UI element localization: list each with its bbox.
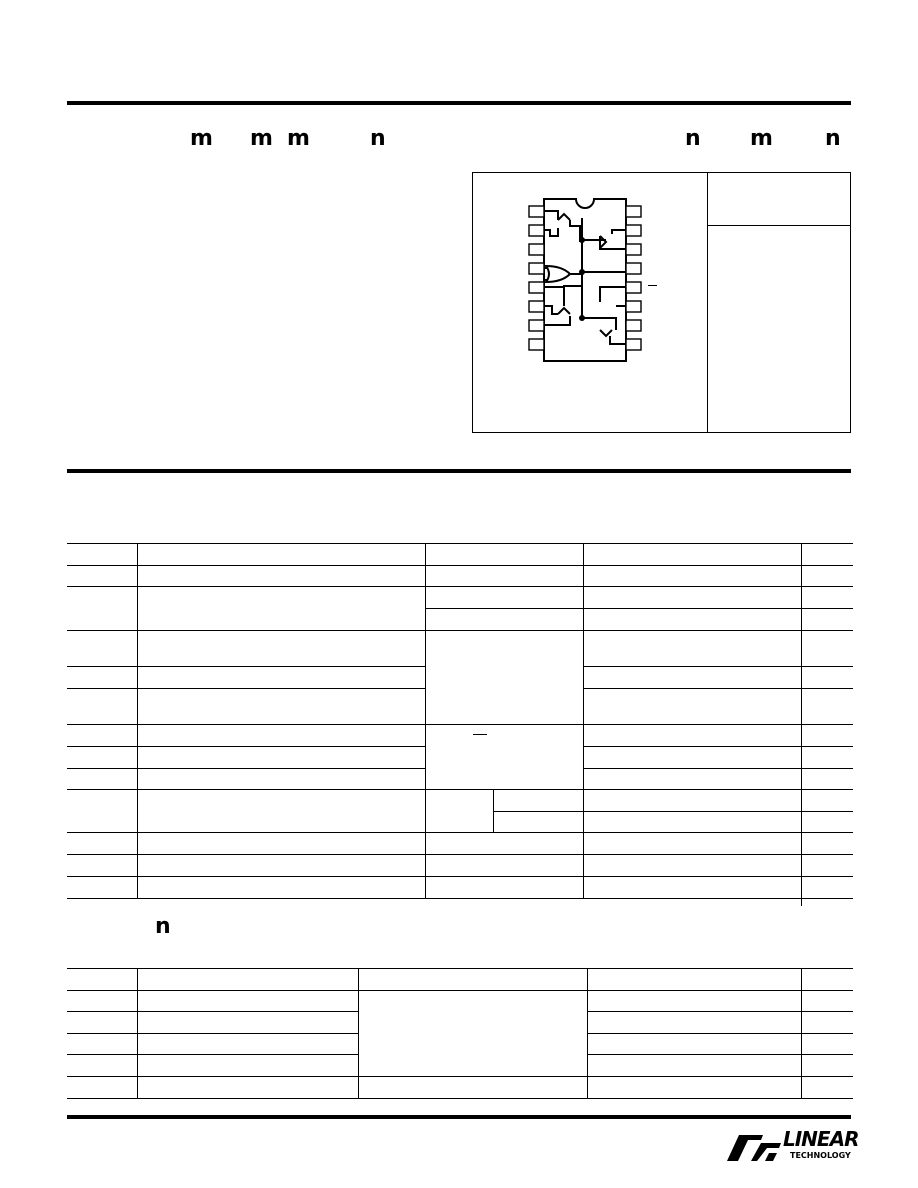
logo-wordmark: LINEAR — [783, 1127, 859, 1151]
header-glyph-4: n — [370, 126, 386, 151]
header-glyph-6: m — [750, 126, 773, 151]
header-glyph-1: m — [190, 126, 213, 151]
switching-characteristics-table — [0, 960, 918, 1110]
header-glyph-5: n — [685, 126, 701, 151]
header-glyph-3: m — [287, 126, 310, 151]
bottom-rule — [67, 1115, 851, 1119]
logo-subtitle: TECHNOLOGY — [790, 1151, 851, 1160]
linear-technology-logo — [725, 1131, 785, 1163]
header-glyph-7: n — [825, 126, 841, 151]
section2-glyph: n — [155, 914, 171, 939]
header-glyph-2: m — [250, 126, 273, 151]
